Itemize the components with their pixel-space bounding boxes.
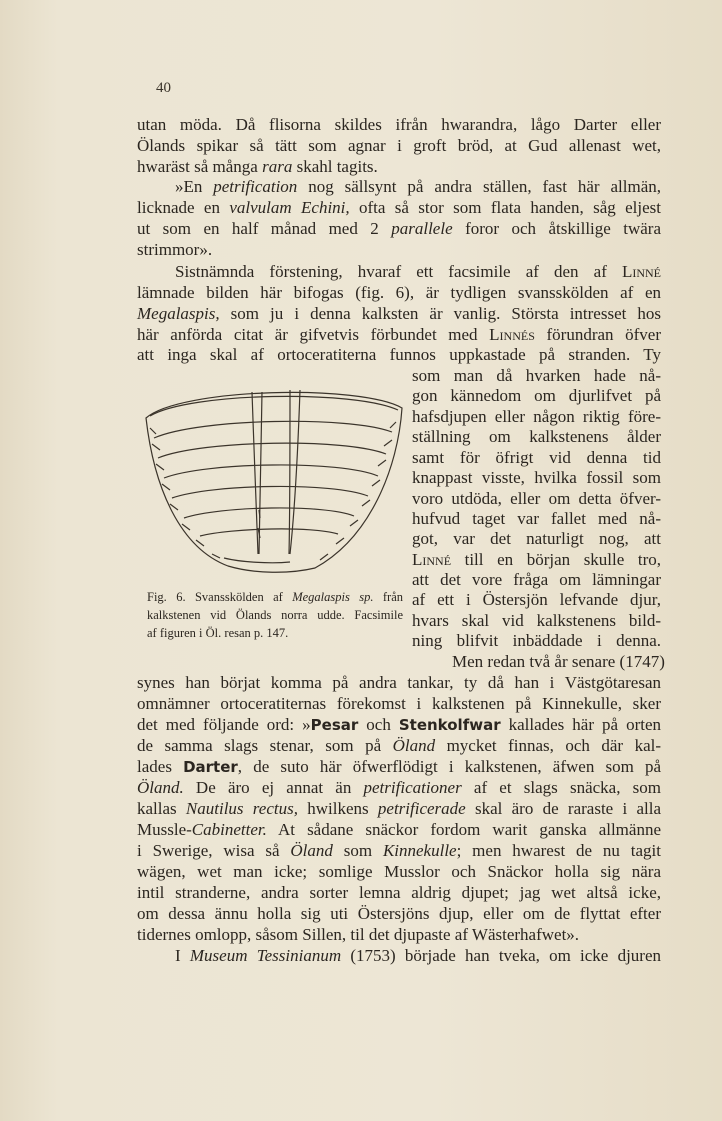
text-line: Linné till en början skulle tro, bbox=[412, 550, 661, 569]
text-line: i Swerige, wisa så Öland som Kinnekulle; men hwarest de nu tagit bbox=[137, 841, 661, 860]
text-line: att inga skal af ortoceratiterna funnos uppkastade på stranden. Ty bbox=[137, 345, 661, 364]
text-line: samt för öfrigt vid denna tid bbox=[412, 448, 661, 467]
text-line: hufvud taget var fallet med nå- bbox=[412, 509, 661, 528]
text-line: Ölands spikar så tätt som agnar i groft bröd, at Gud allenast wet, bbox=[137, 136, 661, 155]
text-line: Men redan två år senare (1747) bbox=[452, 652, 665, 671]
text-line: hwaräst så många rara skahl tagits. bbox=[137, 157, 378, 176]
text-line: utan möda. Då flisorna skildes ifrån hwarandra, lågo Darter eller bbox=[137, 115, 661, 134]
figure-caption: Fig. 6. Svansskölden af Megalaspis sp. från bbox=[147, 590, 404, 604]
text-line: Megalaspis, som ju i denna kalksten är vanlig. Största intresset hos bbox=[137, 304, 661, 323]
text-line: hvars skal vid kalkstenens bild- bbox=[412, 611, 661, 630]
text-line: strimmor». bbox=[137, 240, 213, 259]
text-line: wägen, wet man icke; somlige Musslor och Snäckor holla sig nära bbox=[137, 862, 661, 881]
text-line: kallas Nautilus rectus, hwilkens petrificerade skal äro de raraste i alla bbox=[137, 799, 661, 818]
page-number: 40 bbox=[156, 80, 171, 96]
text-line: här anförda citat är gifvetvis förbundet med Linnés förundran öfver bbox=[137, 325, 661, 344]
text-line: om dessa ännu holla sig uti Östersjöns djup, eller om de flyttat efter bbox=[137, 904, 661, 923]
text-line: I Museum Tessinianum (1753) började han tveka, om icke djuren bbox=[175, 946, 662, 965]
text-line: synes han börjat komma på andra tankar, ty då han i Västgötaresan bbox=[137, 673, 661, 692]
text-line: lades Darter, de suto här öfwerflödigt i kalkstenen, äfwen som på bbox=[137, 757, 661, 776]
text-line: att det vore fråga om lämningar bbox=[412, 570, 661, 589]
text-line: det med följande ord: »Pesar och Stenkolfwar kallades här på orten bbox=[137, 715, 661, 734]
text-line: de samma slags stenar, som på Öland mycket finnas, och där kal- bbox=[137, 736, 662, 755]
figure-caption: kalkstenen vid Ölands norra udde. Facsimile bbox=[147, 608, 403, 622]
shield-outline bbox=[146, 392, 402, 572]
text-line: ning blifvit inbäddade i denna. bbox=[412, 631, 661, 650]
axial-spine bbox=[289, 390, 290, 554]
rib bbox=[184, 508, 354, 518]
rib bbox=[200, 529, 338, 536]
text-line: Öland. De äro ej annat än petrificationer af et slags snäcka, som bbox=[137, 778, 661, 797]
text-line: omnämner ortoceratiternas förekomst i kalkstenen på Kinnekulle, sker bbox=[137, 694, 661, 713]
figure-caption: af figuren i Öl. resan p. 147. bbox=[147, 626, 289, 640]
text-line: knappast visste, hvilka fossil som bbox=[412, 468, 661, 487]
text-line: ut som en half månad med 2 parallele foror och åtskillige twära bbox=[137, 219, 662, 238]
text-line: gon kännedom om djurlifvet på bbox=[412, 386, 661, 405]
text-line: af ett i Östersjön lefvande djur, bbox=[412, 590, 661, 609]
text-line: »En petrification nog sällsynt på andra ställen, fast här allmän, bbox=[175, 177, 661, 196]
text-line: intil stranderne, andra sorter lemna aldrig djupet; jag wet altså icke, bbox=[137, 883, 661, 902]
text-line: lämnade bilden här bifogas (fig. 6), är tydligen svansskölden af en bbox=[137, 283, 661, 302]
text-line: tidernes omlopp, såsom Sillen, til det djupaste af Wästerhafwet». bbox=[137, 925, 580, 944]
rib bbox=[172, 486, 368, 498]
text-line: got, var det naturligt nog, att bbox=[412, 529, 661, 548]
rib bbox=[158, 443, 386, 458]
text-line: hafsdjupen eller någon riktig före- bbox=[412, 407, 661, 426]
text-line: ställning om kalkstenens ålder bbox=[412, 427, 661, 446]
text-line: voro utdöda, eller om detta öfver- bbox=[412, 489, 661, 508]
text-line: licknade en valvulam Echini, ofta så stor som flata handen, såg eljest bbox=[137, 198, 661, 217]
text-line: Sistnämnda förstening, hvaraf ett facsimile af den af Linné bbox=[175, 262, 661, 281]
trilobite-pygidium-figure bbox=[140, 378, 406, 578]
rib bbox=[154, 421, 392, 438]
text-line: som man då hvarken hade nå- bbox=[412, 366, 661, 385]
text-line: Mussle-Cabinetter. At sådane snäckor fordom warit ganska allmänne bbox=[137, 820, 661, 839]
rib bbox=[164, 465, 378, 478]
